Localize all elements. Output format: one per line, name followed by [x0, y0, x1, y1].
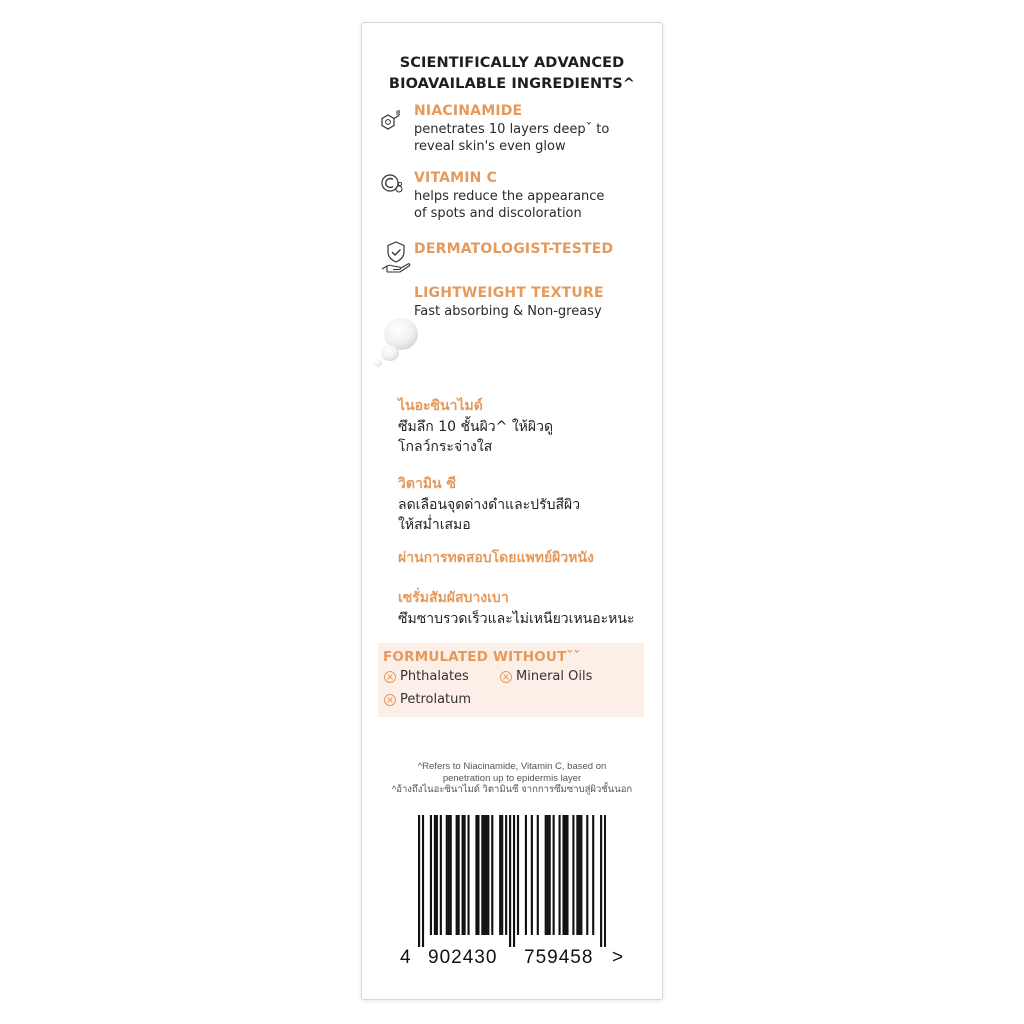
hand-shield-icon: [380, 239, 412, 275]
barcode-bar: [537, 815, 539, 935]
barcode-lead-digit: 4: [400, 947, 412, 968]
thai-desc-line: ซึมลึก 10 ชั้นผิว^ ให้ผิวดู: [398, 419, 554, 435]
barcode: [418, 815, 606, 947]
barcode-bar: [549, 815, 551, 935]
barcode-bar: [448, 815, 450, 935]
ingredient-title: VITAMIN C: [414, 170, 498, 186]
thai-title: วิตามิน ซี: [398, 476, 456, 492]
barcode-bar: [586, 815, 588, 935]
thai-desc-line: โกลว์กระจ่างใส: [398, 439, 493, 455]
ingredient-title: NIACINAMIDE: [414, 103, 523, 119]
without-item-phthalates: [384, 669, 469, 684]
barcode-bar: [458, 815, 460, 935]
ingredient-lightweight-texture: [414, 285, 654, 320]
barcode-bar: [513, 815, 515, 947]
barcode-bar: [547, 815, 549, 935]
ingredient-desc-line: of spots and discoloration: [414, 206, 582, 221]
barcode-tail-mark: >: [612, 947, 625, 968]
barcode-bar: [446, 815, 448, 935]
formulated-without-panel: [378, 643, 644, 717]
barcode-bar: [505, 815, 507, 935]
barcode-bar: [467, 815, 469, 935]
without-item-label: Phthalates: [400, 669, 469, 684]
without-item-petrolatum: [384, 692, 471, 707]
thai-vitamin-c: [398, 473, 658, 535]
footnote: [372, 761, 652, 796]
barcode-bar: [475, 815, 477, 935]
barcode-bar: [501, 815, 503, 935]
barcode-bar: [450, 815, 452, 935]
product-box-side-panel: [361, 22, 663, 1000]
ingredient-title: DERMATOLOGIST-TESTED: [414, 241, 614, 257]
footnote-line: ^Refers to Niacinamide, Vitamin C, based on: [417, 761, 607, 772]
ingredient-desc-line: helps reduce the appearance: [414, 189, 605, 204]
barcode-bar: [509, 815, 511, 947]
barcode-bar: [430, 815, 432, 935]
thai-dermatologist-tested: [398, 547, 658, 569]
barcode-bar: [456, 815, 458, 935]
barcode-bar: [483, 815, 485, 935]
barcode-bar: [562, 815, 564, 935]
without-item-label: Petrolatum: [400, 692, 472, 707]
barcode-bar: [418, 815, 420, 947]
barcode-bar: [531, 815, 533, 935]
barcode-bar: [600, 815, 602, 947]
barcode-bar: [436, 815, 438, 935]
formulated-without-title: FORMULATED WITHOUTˇˇ: [383, 649, 581, 665]
ingredient-desc-line: Fast absorbing & Non-greasy: [414, 304, 602, 319]
barcode-bar: [499, 815, 501, 935]
footnote-line: ^อ้างถึงไนอะซินาไมด์ วิตามินซี จากการซึมซาบสู่ผิวชั้นนอก: [391, 784, 633, 795]
barcode-bar: [477, 815, 479, 935]
without-item-label: Mineral Oils: [516, 669, 593, 684]
barcode-bar: [464, 815, 466, 935]
barcode-bar: [485, 815, 487, 935]
ingredient-desc-line: penetrates 10 layers deepˇ to: [414, 122, 610, 137]
barcode-bar: [566, 815, 568, 935]
barcode-bar: [576, 815, 578, 935]
thai-desc-line: ซึมซาบรวดเร็วและไม่เหนียวเหนอะหนะ: [398, 611, 635, 627]
ingredient-niacinamide: [414, 103, 654, 155]
excluded-icon: [384, 694, 396, 706]
thai-desc-line: ลดเลือนจุดด่างดำและปรับสีผิว: [398, 497, 581, 513]
ingredient-desc-line: reveal skin's even glow: [414, 139, 566, 154]
thai-title: ผ่านการทดสอบโดยแพทย์ผิวหนัง: [398, 550, 594, 566]
footnote-line: penetration up to epidermis layer: [442, 772, 582, 784]
barcode-bar: [525, 815, 527, 935]
headline-line-2: BIOAVAILABLE INGREDIENTS^: [388, 76, 636, 92]
headline: [382, 53, 642, 95]
barcode-bar: [434, 815, 436, 935]
barcode-bar: [491, 815, 493, 935]
without-item-mineral-oils: [500, 669, 592, 684]
thai-title: ไนอะซินาไมด์: [398, 398, 483, 414]
ingredient-dermatologist-tested: [414, 241, 654, 257]
barcode-bar: [422, 815, 424, 947]
thai-title: เซรั่มสัมผัสบางเบา: [398, 590, 509, 606]
ingredient-title: LIGHTWEIGHT TEXTURE: [414, 285, 604, 301]
barcode-bar: [517, 815, 519, 935]
headline-line-1: SCIENTIFICALLY ADVANCED: [399, 55, 625, 71]
droplet-icon: [368, 313, 422, 369]
barcode-bar: [572, 815, 574, 935]
barcode-bar: [592, 815, 594, 935]
barcode-bar: [481, 815, 483, 935]
molecule-icon: [380, 107, 402, 131]
excluded-icon: [500, 671, 512, 683]
barcode-bar: [559, 815, 561, 935]
barcode-bar: [580, 815, 582, 935]
excluded-icon: [384, 671, 396, 683]
barcode-digit-group-2: 759458: [524, 947, 594, 968]
barcode-bar: [604, 815, 606, 947]
barcode-bar: [487, 815, 489, 935]
barcode-bar: [564, 815, 566, 935]
barcode-bar: [578, 815, 580, 935]
barcode-bar: [545, 815, 547, 935]
thai-lightweight-texture: [398, 587, 658, 629]
barcode-bar: [553, 815, 555, 935]
thai-desc-line: ให้สม่ำเสมอ: [398, 517, 471, 533]
ingredient-vitamin-c: [414, 170, 654, 222]
barcode-digit-group-1: 902430: [428, 947, 498, 968]
vitamin-c-icon: [380, 173, 404, 195]
barcode-bar: [440, 815, 442, 935]
thai-niacinamide: [398, 395, 658, 457]
barcode-bar: [462, 815, 464, 935]
